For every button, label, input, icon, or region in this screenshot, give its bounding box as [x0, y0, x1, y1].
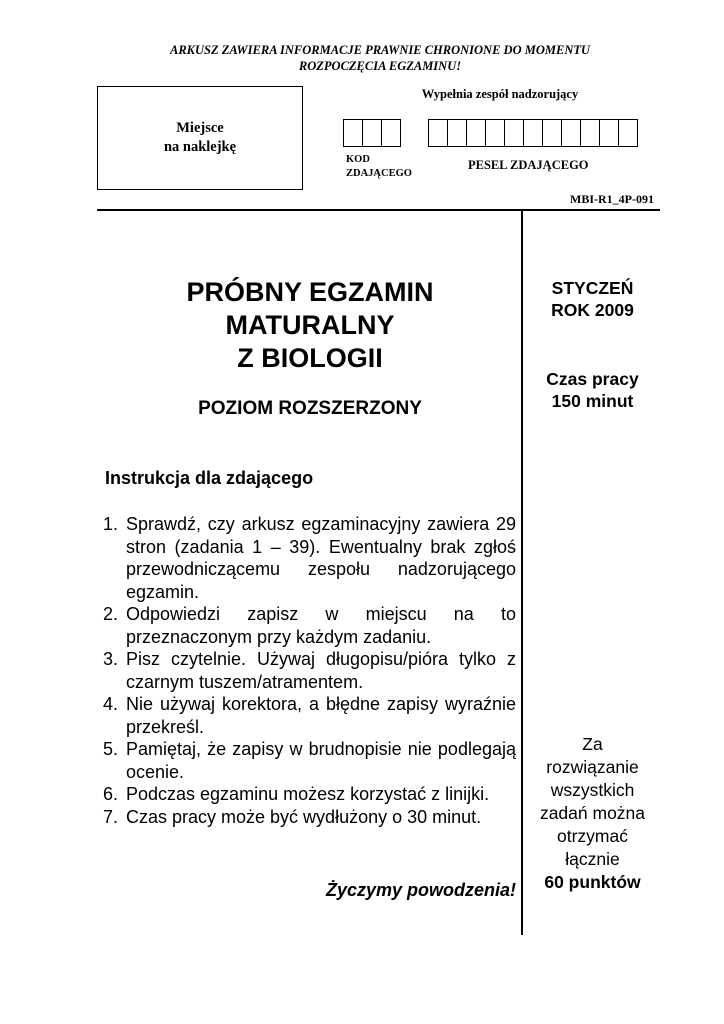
duration-value: 150 minut [551, 391, 634, 411]
pesel-cell[interactable] [580, 119, 600, 147]
item-number: 6. [103, 784, 119, 804]
kod-cell[interactable] [343, 119, 363, 147]
item-text: Pamiętaj, że zapisy w brudnopisie nie podlegają ocenie. [126, 739, 516, 782]
item-number: 2. [103, 604, 119, 624]
kod-cell[interactable] [381, 119, 401, 147]
sticker-label-line-2: na naklejkę [163, 139, 237, 155]
duration-label: Czas pracy [546, 369, 639, 389]
points-line: Za [582, 734, 603, 754]
legal-notice-line-2: ROZPOCZĘCIA EGZAMINU! [298, 59, 462, 73]
pesel-cell[interactable] [504, 119, 524, 147]
sticker-label-line-1: Miejsce [176, 120, 224, 136]
points-line: otrzymać [557, 826, 628, 846]
good-luck-wish: Życzymy powodzenia! [325, 880, 516, 900]
list-item [103, 513, 516, 603]
kod-label [346, 153, 412, 181]
kod-label-line-1: KOD [346, 154, 370, 165]
item-number: 5. [103, 739, 119, 759]
instructions-heading: Instrukcja dla zdającego [105, 468, 314, 488]
exam-month: STYCZEŃ [551, 278, 634, 298]
exam-title [100, 276, 520, 375]
kod-input-cells[interactable] [343, 119, 400, 147]
pesel-cell[interactable] [428, 119, 448, 147]
item-text: Podczas egzaminu możesz korzystać z linijki. [126, 784, 490, 804]
kod-label-line-2: ZDAJĄCEGO [346, 168, 412, 179]
points-value: 60 punktów [544, 872, 641, 892]
list-item [103, 738, 516, 783]
horizontal-divider [97, 209, 660, 211]
points-line: rozwiązanie [546, 757, 639, 777]
exam-level: POZIOM ROZSZERZONY [198, 398, 422, 419]
legal-notice [100, 42, 660, 74]
list-item [103, 783, 516, 806]
pesel-cell[interactable] [542, 119, 562, 147]
item-number: 4. [103, 694, 119, 714]
supervisor-fill-note: Wypełnia zespół nadzorujący [421, 87, 579, 101]
pesel-cell[interactable] [523, 119, 543, 147]
pesel-input-cells[interactable] [428, 119, 637, 147]
pesel-cell[interactable] [485, 119, 505, 147]
points-line: łącznie [565, 849, 620, 869]
exam-title-line-2: MATURALNY [225, 310, 395, 340]
item-text: Pisz czytelnie. Używaj długopisu/pióra tylko z czarnym tuszem/atramentem. [126, 649, 516, 692]
pesel-cell[interactable] [466, 119, 486, 147]
list-item [103, 806, 516, 829]
item-number: 7. [103, 806, 119, 827]
points-line: wszystkich [550, 780, 635, 800]
item-number: 1. [103, 514, 119, 534]
pesel-cell[interactable] [618, 119, 638, 147]
exam-date [525, 277, 660, 321]
exam-title-line-3: Z BIOLOGII [237, 343, 383, 373]
pesel-cell[interactable] [599, 119, 619, 147]
pesel-cell[interactable] [447, 119, 467, 147]
exam-title-line-1: PRÓBNY EGZAMIN [186, 277, 434, 307]
item-number: 3. [103, 649, 119, 669]
list-item [103, 648, 516, 693]
item-text: Czas pracy może być wydłużony o 30 minut. [126, 806, 482, 827]
exam-code: MBI-R1_4P-091 [570, 192, 654, 206]
pesel-label: PESEL ZDAJĄCEGO [468, 158, 589, 172]
sticker-placeholder-box [97, 86, 303, 190]
legal-notice-line-1: ARKUSZ ZAWIERA INFORMACJE PRAWNIE CHRONIONE DO MOMENTU [169, 43, 591, 57]
points-line: zadań można [539, 803, 646, 823]
kod-cell[interactable] [362, 119, 382, 147]
item-text: Sprawdź, czy arkusz egzaminacyjny zawiera 29 stron (zadania 1 – 39). Ewentualny brak zgłoś przewodniczącemu zespołu nadzorującego egzamin. [126, 514, 516, 602]
vertical-divider [521, 209, 523, 935]
instructions-list [103, 513, 516, 828]
item-text: Odpowiedzi zapisz w miejscu na to przeznaczonym przy każdym zadaniu. [126, 604, 516, 647]
pesel-cell[interactable] [561, 119, 581, 147]
exam-duration [525, 368, 660, 412]
exam-year: ROK 2009 [551, 300, 634, 320]
list-item [103, 603, 516, 648]
points-info [525, 733, 660, 894]
item-text: Nie używaj korektora, a błędne zapisy wyraźnie przekreśl. [126, 694, 516, 737]
list-item [103, 693, 516, 738]
